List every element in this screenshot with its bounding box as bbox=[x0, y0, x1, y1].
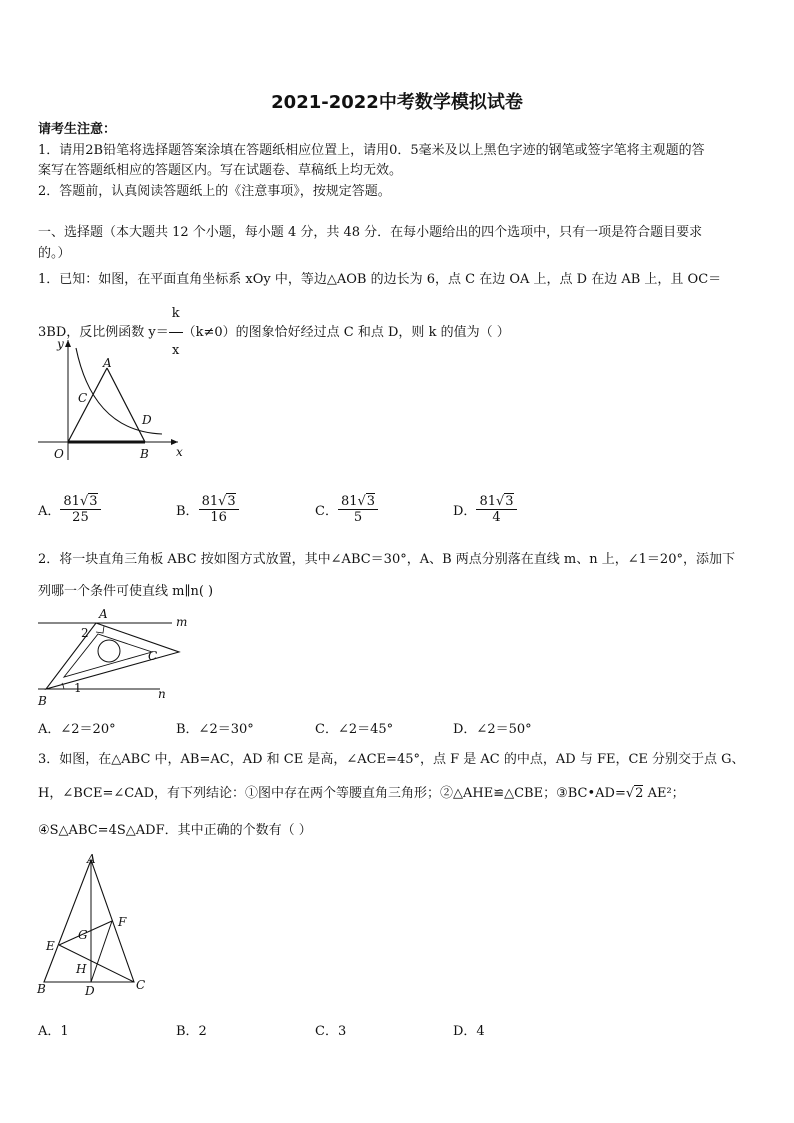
q2-option-a[interactable]: A．∠2＝20° bbox=[38, 722, 116, 737]
q3-triangle-figure bbox=[34, 852, 152, 1000]
q1-label-b: B bbox=[140, 447, 149, 461]
q1-label-c: C bbox=[78, 391, 88, 405]
q1-option-d-coef: 81 bbox=[479, 494, 496, 509]
q3-stem-line-3: ④S△ABC=4S△ADF．其中正确的个数有（ ） bbox=[38, 823, 312, 838]
q3-label-b: B bbox=[37, 982, 46, 996]
q1-y-axis-arrow bbox=[65, 340, 71, 347]
q2-label-a: A bbox=[99, 607, 108, 621]
q1-option-b-radicand: 3 bbox=[227, 494, 236, 509]
q2-triangle-figure bbox=[34, 606, 194, 710]
q1-option-b-den: 16 bbox=[210, 510, 227, 525]
q3-option-d[interactable]: D．4 bbox=[453, 1024, 485, 1039]
q1-label-o: O bbox=[54, 447, 64, 461]
q2-option-d[interactable]: D．∠2＝50° bbox=[453, 722, 532, 737]
q1-option-c-coef: 81 bbox=[340, 494, 358, 509]
q1-option-a-letter: A． bbox=[38, 504, 61, 519]
q1-label-y: y bbox=[57, 337, 64, 351]
q1-stem-line-2-post: （k≠0）的图象恰好经过点 C 和点 D，则 k 的值为（ ） bbox=[182, 325, 510, 340]
q1-option-a-value: $\frac{81√3}{25}$ bbox=[60, 494, 100, 525]
q2-option-c[interactable]: C．∠2＝45° bbox=[315, 722, 394, 737]
q2-set-square bbox=[46, 623, 179, 689]
q1-fraction-denominator: x bbox=[172, 343, 180, 358]
q2-label-c: C bbox=[148, 649, 158, 663]
q3-label-g: G bbox=[78, 928, 88, 942]
q2-label-n: n bbox=[158, 687, 166, 701]
q1-option-a-coef: 81 bbox=[63, 494, 80, 509]
q3-label-a: A bbox=[87, 852, 96, 866]
q2-right-angle-mark bbox=[96, 626, 104, 633]
q3-label-c: C bbox=[136, 978, 146, 992]
q3-label-e: E bbox=[46, 939, 55, 953]
q1-option-a[interactable] bbox=[38, 494, 101, 525]
q3-stem-line-2: H，∠BCE=∠CAD，有下列结论：①图中存在两个等腰直角三角形；②△AHE≌△CBE；③BC•AD=√2 AE²； bbox=[38, 786, 685, 801]
q3-segment-df bbox=[91, 921, 112, 982]
q2-option-b[interactable]: B．∠2＝30° bbox=[176, 722, 254, 737]
section-heading-line-1: 一、选择题（本大题共 12 个小题，每小题 4 分，共 48 分．在每小题给出的四个选项中，只有一项是符合题目要求 bbox=[38, 225, 703, 240]
q1-option-d-value: $\frac{81√3}{4}$ bbox=[476, 494, 516, 525]
q3-option-c[interactable]: C．3 bbox=[315, 1024, 347, 1039]
q3-option-b[interactable]: B．2 bbox=[176, 1024, 207, 1039]
q3-stem-line-2-post: AE²； bbox=[643, 786, 685, 801]
q3-label-f: F bbox=[118, 915, 127, 929]
q1-fraction-numerator: k bbox=[169, 296, 183, 333]
q2-label-angle-1: 1 bbox=[74, 681, 82, 695]
page-title: 2021-2022中考数学模拟试卷 bbox=[271, 92, 523, 113]
q1-option-a-radicand: 3 bbox=[89, 494, 98, 509]
notice-item-1-line-2: 案写在答题纸相应的答题区内。写在试题卷、草稿纸上均无效。 bbox=[38, 163, 403, 178]
q2-label-b: B bbox=[38, 694, 47, 708]
q1-option-c-value: $\frac{81√3}{5}$ bbox=[338, 494, 378, 525]
q2-stem-line-2: 列哪一个条件可使直线 m∥n( ) bbox=[38, 584, 214, 599]
q3-label-h: H bbox=[76, 962, 87, 976]
q2-stem-line-1: 2．将一块直角三角板 ABC 按如图方式放置，其中∠ABC＝30°，A、B 两点分别落在直线 m、n 上，∠1＝20°，添加下 bbox=[38, 552, 735, 567]
q1-option-c-letter: C． bbox=[315, 504, 338, 519]
q1-option-c[interactable] bbox=[315, 494, 378, 525]
q1-option-d-radicand: 3 bbox=[505, 494, 514, 509]
q1-option-b-letter: B． bbox=[176, 504, 199, 519]
q1-option-d-den: 4 bbox=[492, 510, 501, 525]
section-heading-line-2: 的。） bbox=[38, 246, 71, 261]
q1-label-x: x bbox=[176, 445, 183, 459]
q1-option-c-den: 5 bbox=[353, 510, 363, 525]
q3-sqrt-radicand: 2 bbox=[635, 786, 644, 801]
q3-option-a[interactable]: A．1 bbox=[38, 1024, 69, 1039]
q1-coordinate-figure bbox=[30, 336, 190, 464]
q1-stem-line-1: 1．已知：如图，在平面直角坐标系 xOy 中，等边△AOB 的边长为 6，点 C 在边 OA 上，点 D 在边 AB 上，且 OC＝ bbox=[38, 272, 722, 287]
notice-item-2: 2．答题前，认真阅读答题纸上的《注意事项》，按规定答题。 bbox=[38, 184, 391, 199]
q2-label-angle-2: 2 bbox=[81, 626, 89, 640]
q1-option-a-den: 25 bbox=[72, 510, 89, 525]
notice-heading: 请考生注意： bbox=[38, 122, 117, 137]
q1-stem-line-2-pre: 3BD，反比例函数 y＝ bbox=[38, 325, 169, 340]
q1-option-d[interactable] bbox=[453, 494, 517, 525]
q1-option-c-radicand: 3 bbox=[366, 494, 376, 509]
q2-label-m: m bbox=[176, 615, 188, 629]
q1-label-d: D bbox=[142, 413, 152, 427]
q1-option-d-letter: D． bbox=[453, 504, 477, 519]
q3-stem-line-1: 3．如图，在△ABC 中，AB=AC，AD 和 CE 是高，∠ACE=45°，点 F 是 AC 的中点，AD 与 FE，CE 分别交于点 G、 bbox=[38, 752, 745, 767]
notice-item-1-line-1: 1．请用2B铅笔将选择题答案涂填在答题纸相应位置上，请用0．5毫米及以上黑色字迹的钢笔或签字笔将主观题的答 bbox=[38, 143, 705, 158]
q1-option-b-value: $\frac{81√3}{16}$ bbox=[199, 494, 239, 525]
q3-label-d: D bbox=[85, 984, 95, 998]
q1-option-b-coef: 81 bbox=[201, 494, 219, 509]
q2-set-square-hole bbox=[98, 640, 120, 662]
q1-option-b[interactable] bbox=[176, 494, 239, 525]
q1-label-a: A bbox=[103, 356, 112, 370]
q3-stem-line-2-pre: H，∠BCE=∠CAD，有下列结论：①图中存在两个等腰直角三角形；②△AHE≌△CBE；③BC•AD= bbox=[38, 786, 626, 801]
